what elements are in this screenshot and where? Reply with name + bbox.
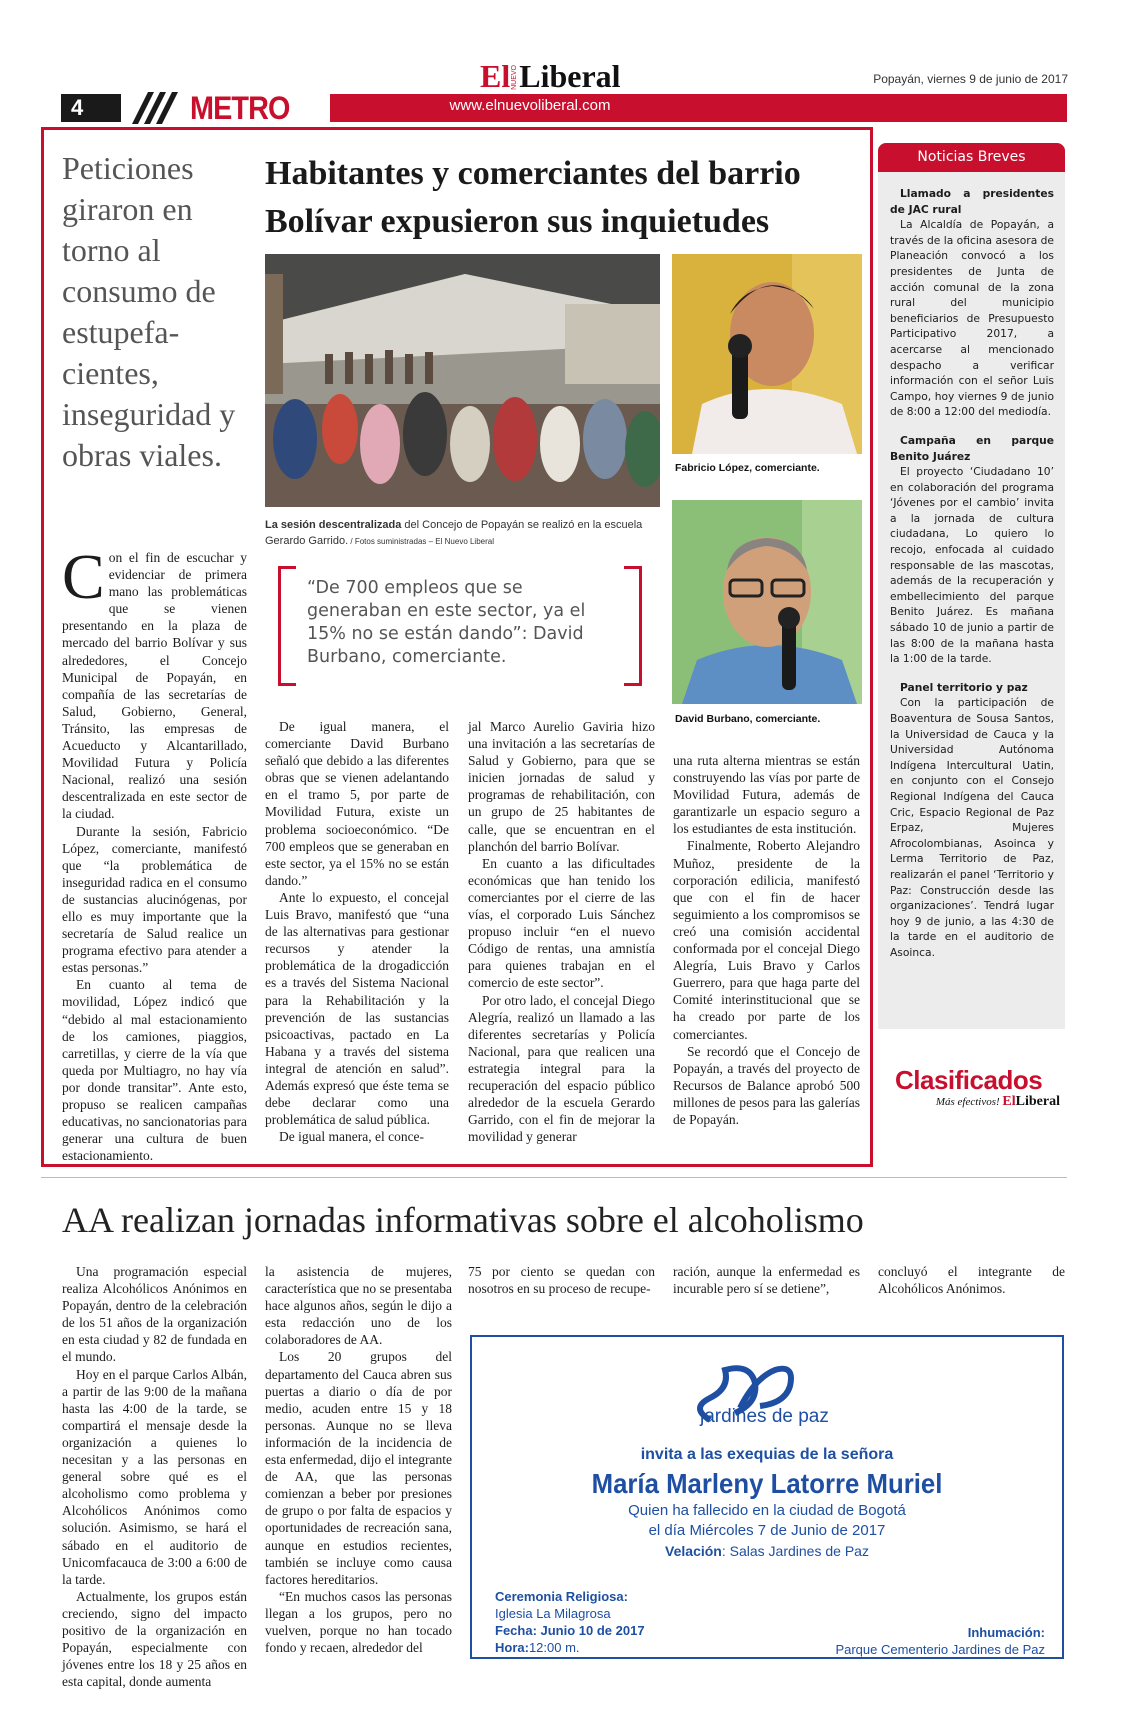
paragraph: En cuanto a las dificultades económicas que han tenido los comerciantes por el cierre de las vías, el corporado Luis Sánchez propuso incluir “en el nuevo Código de rentas, una amnistía para quienes trabajan en el comercio de este sector”. xyxy=(468,855,655,991)
paragraph: Actualmente, los grupos están creciendo, signo del impacto positivo de la organización en Popayán, especialmente con jóvenes entre los 18 y 25 años en esta capital, donde aumenta xyxy=(62,1588,247,1690)
section-stripes-decoration xyxy=(120,92,180,124)
brief-body: La Alcaldía de Popayán, a través de la oficina asesora de Planeación convocó a los presidentes de Junta de acción comunal de la zona rural del municipio beneficiarios de Presupuesto Participativo 2017, a acercarse al mencionado despacho a verificar información con el señor Luis Campo, hoy viernes 9 de junio de 8:00 a 12:00 del mediodía. xyxy=(890,218,1055,419)
obituary-line-2: el día Miércoles 7 de Junio de 2017 xyxy=(648,1522,886,1539)
aa-column-5 xyxy=(878,1263,1065,1297)
photo-caption-lead: La sesión descentralizada xyxy=(265,519,402,531)
ceremony-place: Iglesia La Milagrosa xyxy=(495,1606,611,1621)
deceased-name: María Marleny Latorre Muriel xyxy=(591,1468,943,1499)
ceremony-time: 12:00 m. xyxy=(528,1640,580,1655)
paragraph: Con el fin de escuchar y evidenciar de primera mano las problemáticas que se vienen presentando en la plaza de mercado del barrio Bolívar y sus alrededores, el Concejo Municipal de Popayán, en compañía de las secretarías de Salud, Gobierno, General, Tránsito, las empresas de Acueducto y Alcantarillado, Movilidad Futura y Policía Nacional, realizó una sesión descentralizada en este sector de la ciudad. xyxy=(62,541,247,822)
obituary-line-1: Quien ha fallecido en la ciudad de Bogotá xyxy=(628,1502,906,1519)
briefs-header: Noticias Breves xyxy=(878,143,1065,172)
clasificados-title: Clasificados xyxy=(895,1065,1043,1095)
paragraph: una ruta alterna mientras se están construyendo las vías por parte de Movilidad Futura, además de garantizarle un espacio seguro a los estudiantes de esta institución. xyxy=(673,753,860,837)
david-caption: David Burbano, comerciante. xyxy=(675,713,821,725)
brief-title: Panel territorio y paz xyxy=(900,680,1028,694)
story-summary: Peticiones giraron en torno al consumo de estupefa-cientes, inseguridad y obras viales. xyxy=(62,150,236,473)
brief-title: Campaña en parque Benito Juárez xyxy=(890,433,1054,463)
paragraph: jal Marco Aurelio Gaviria hizo una invitación a las secretarías de Salud y Gobierno, para que se inicien jornadas de salud y programas de rehabilitación, con un grupo de 25 habitantes de calle, que se encuentran en el planchón del barrio Bolívar. xyxy=(468,719,655,854)
aa-headline: AA realizan jornadas informativas sobre el alcoholismo xyxy=(62,1200,864,1240)
quote-bracket-right xyxy=(624,566,642,686)
clasificados-brand-liberal: Liberal xyxy=(1015,1094,1060,1109)
clasificados-tagline: Más efectivos! xyxy=(935,1096,1000,1108)
ceremony-label: Ceremonia Religiosa: xyxy=(495,1589,628,1604)
paragraph: “En muchos casos las personas llegan a los grupos, pero no vuelven, porque no han tocado fondo y recaen, alrededor del xyxy=(265,1588,452,1656)
masthead-el: El xyxy=(480,58,511,94)
issue-date: Popayán, viernes 9 de junio de 2017 xyxy=(873,72,1068,86)
brief-body: Con la participación de Boaventura de Sousa Santos, la Universidad de Cauca y la Universidad Autónoma Indígena Intercultural Uatin, en conjunto con el Consejo Regional Indígena del Cauca Cric, Espacio Regional de Paz Erpaz, Mujeres Afrocolombianas, Asoinca y Lerma Territorio de Paz, realizarán el panel ‘Territorio y Paz: Construcción desde las organizaciones’. Tendrá lugar hoy 9 de junio, a las 4:30 de la tarde en el auditorio de Asoinca. xyxy=(890,696,1054,959)
paragraph: Los 20 grupos del departamento del Cauca abren sus puertas a diario o día de por medio, acuden entre 15 y 18 personas. Aunque no se lleva información de la incidencia de esta enfermedad, dijo el integrante de AA, que las personas comienzan a beber por presiones de grupo o por falta de espacios y oportunidades de recreación sana, aunque en estudios recientes, también se incluye como causa factores hereditarios. xyxy=(265,1349,452,1587)
fabricio-caption: Fabricio López, comerciante. xyxy=(675,462,820,474)
briefs-content xyxy=(890,186,1054,974)
section-label: METRO xyxy=(190,90,290,126)
obituary-brand: jardines de paz xyxy=(700,1406,829,1427)
wake-value: : Salas Jardines de Paz xyxy=(721,1543,869,1559)
obituary-ceremony xyxy=(495,1588,645,1656)
paragraph: En cuanto al tema de movilidad, López indicó que “debido al mal estacionamiento de los camiones, piaggios, carretillas, y cierre de la vía que queda por Multiagro, no hay vía por donde transitar”. Ante esto, propuso se realicen campañas educativas, no sancionatorias para generar una cultura de buen estacionamiento. xyxy=(62,977,247,1164)
photo-caption xyxy=(265,517,660,550)
main-story-column-4 xyxy=(673,752,860,1128)
paragraph: ración, aunque la enfermedad es incurable pero sí se detiene”, xyxy=(673,1264,860,1297)
paragraph: De igual manera, el conce- xyxy=(279,1129,425,1145)
pull-quote: “De 700 empleos que se generaban en este sector, ya el 15% no se están dando”: David Burbano, comerciante. xyxy=(307,578,586,667)
masthead-logo xyxy=(480,58,621,92)
paragraph: 75 por ciento se quedan con nosotros en su proceso de recupe- xyxy=(468,1264,655,1297)
david-burbano-photo xyxy=(672,500,862,704)
page-number: 4 xyxy=(61,94,121,122)
brief-title: Llamado a presidentes de JAC rural xyxy=(890,187,1054,216)
drop-cap: C xyxy=(62,541,105,612)
photo-credit: / Fotos suministradas – El Nuevo Liberal xyxy=(348,537,494,546)
paragraph: De igual manera, el comerciante David Burbano señaló que debido a las diferentes obras que se vienen adelantando en el tramo 5, por parte de Movilidad Futura, existe un problema socioeconómico. “De 700 empleos que se generaban en este sector, ya el 15% no se están dando.” xyxy=(265,719,449,888)
paragraph: Hoy en el parque Carlos Albán, a partir de las 9:00 de la mañana hasta las 4:00 de la tarde, se compartirá el mensaje desde la organización a quienes lo necesitan y a las personas en general sobre qué es el alcoholismo como problema y Alcohólicos Anónimos como solución. Asimismo, se hará el sábado en el auditorio de Unicomfacauca de 3:00 a 6:00 de la tarde. xyxy=(62,1366,247,1587)
photo-caption-text: del Concejo de Popayán se realizó en la escuela Gerardo Garrido. xyxy=(265,519,643,547)
burial-place: Parque Cementerio Jardines de Paz xyxy=(835,1642,1045,1657)
aa-column-4 xyxy=(673,1263,860,1297)
clasificados-brand-el: El xyxy=(1002,1094,1016,1109)
masthead-nuevo: NUEVO xyxy=(511,65,519,90)
paragraph: Por otro lado, el concejal Diego Alegría, realizó un llamado a las diferentes secretarías y Policía Nacional, para que realicen una estrategia integral para la recuperación del espacio público alrededor de la escuela Gerardo Garrido, con el fin de mejorar la movilidad y generar xyxy=(468,992,655,1145)
brief-body: El proyecto ‘Ciudadano 10’ en colaboración del programa ‘Jóvenes por el cambio’ invita a la jornada de cultura ciudadana, Lo quiero lo recojo, enfocada al cuidado responsable de las mascotas, además de la recuperación y embellecimiento del parque Benito Juárez. Es mañana sábado 10 de junio a partir de las 8:00 de la mañana hasta la 1:00 de la tarde. xyxy=(890,465,1054,666)
paragraph: Finalmente, Roberto Alejandro Muñoz, presidente de la corporación edilicia, manifestó que con el fin de hacer seguimiento a los compromisos se creó una comisión accidental conformada por el concejal Diego Alegría, Luis Bravo y Carlos Guerrero, para que haga parte del Comité interinstitucional que se ha creado por parte de los comerciantes. xyxy=(673,838,860,1042)
quote-bracket-left xyxy=(278,566,296,686)
main-story-column-3 xyxy=(468,718,655,1145)
paragraph: Ante lo expuesto, el concejal Luis Bravo, manifestó que “una de las alternativas para gestionar recursos y atender la problemática de la drogadicción es a través del Sistema Nacional para la Rehabilitación y la prevención de las sustancias psicoactivas, pactado en La Habana y a través del sistema integral de atención en salud”. Además expresó que éste tema se debe declarar como una problemática de salud pública. xyxy=(265,889,449,1128)
ceremony-time-label: Hora: xyxy=(495,1640,529,1655)
section-divider xyxy=(41,1177,1067,1178)
obituary-burial xyxy=(830,1624,1045,1658)
wake-label: Velación xyxy=(665,1543,722,1559)
clasificados-ad[interactable] xyxy=(895,1065,1060,1110)
fabricio-lopez-photo xyxy=(672,254,862,454)
masthead-liberal: Liberal xyxy=(519,58,621,94)
meeting-photo xyxy=(265,254,660,507)
obituary-invite: invita a las exequias de la señora xyxy=(640,1446,894,1463)
paragraph: la asistencia de mujeres, característica que no se presentaba hace algunos años, según le dijo a esta redacción uno de los colaboradores de AA. xyxy=(265,1264,452,1348)
obituary-wake xyxy=(470,1543,1064,1559)
aa-column-1 xyxy=(62,1263,247,1690)
main-story-column-2 xyxy=(265,718,449,1145)
ceremony-date: Fecha: Junio 10 de 2017 xyxy=(495,1623,645,1638)
paragraph: Durante la sesión, Fabricio López, comerciante, manifestó que “la problemática de inseguridad radica en el consumo de sustancias alucinógenas, por ello es muy importante que la secretaría de Salud realice un programa efectivo para atender a estas personas.” xyxy=(62,823,247,976)
paragraph: Se recordó que el Concejo de Popayán, a través del proyecto de Recursos de Balance aprobó 500 millones de pesos para las galerías de Popayán. xyxy=(673,1043,860,1127)
main-story-column-1 xyxy=(62,541,247,1164)
paragraph: concluyó el integrante de Alcohólicos Anónimos. xyxy=(878,1264,1065,1297)
paragraph: Una programación especial realiza Alcohólicos Anónimos en Popayán, dentro de la celebración de los 51 años de la organización en esta ciudad y 82 de fundada en el mundo. xyxy=(62,1264,247,1365)
main-headline: Habitantes y comerciantes del barrio Bolívar expusieron sus inquietudes xyxy=(265,155,801,240)
header-website[interactable]: www.elnuevoliberal.com xyxy=(449,97,611,114)
clasificados-slogan xyxy=(895,1094,1060,1110)
aa-column-2 xyxy=(265,1263,452,1656)
burial-label: Inhumación: xyxy=(967,1625,1045,1640)
aa-column-3 xyxy=(468,1263,655,1297)
